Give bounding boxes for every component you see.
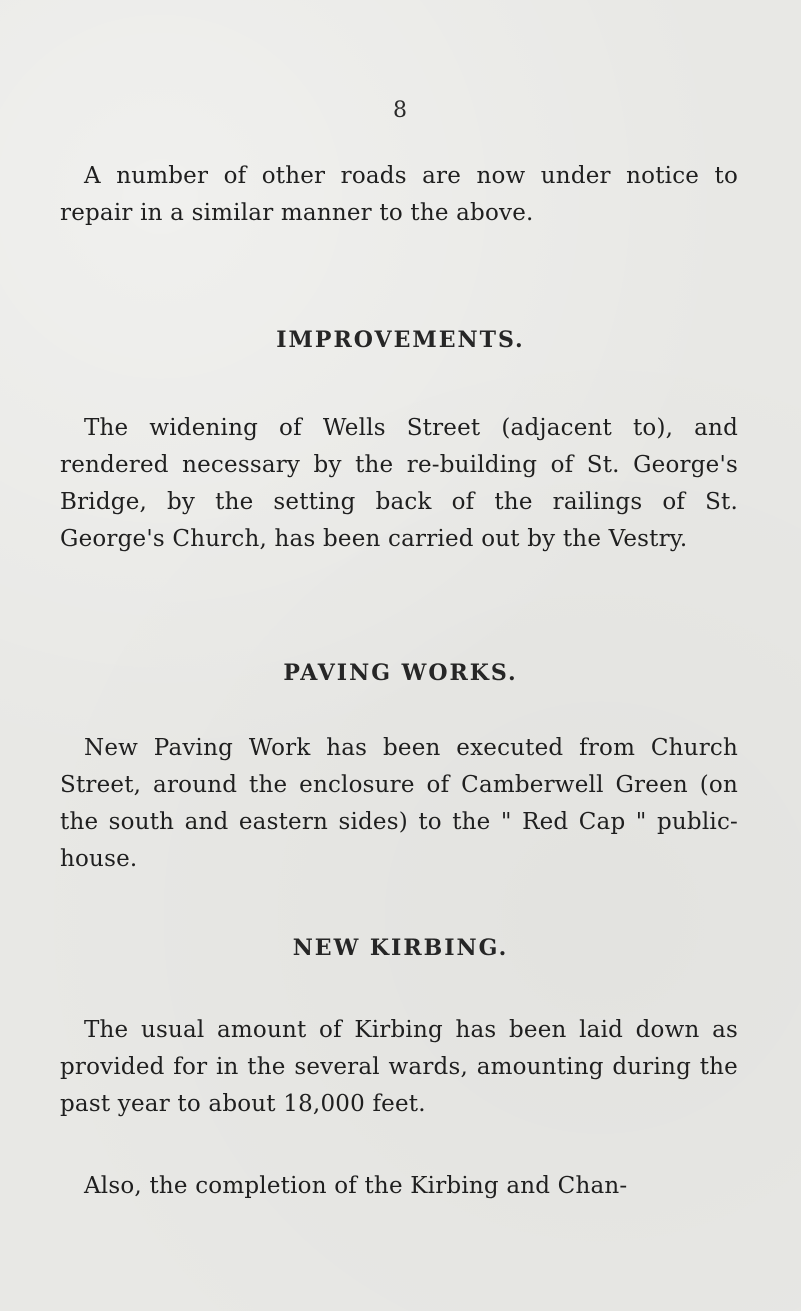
improvements-paragraph: The widening of Wells Street (adjacent to), and rendered necessary by the re-building of St. George's Bridge, by the setting back of the railings of St. George's Church, has been carried out by the Vestry. (60, 415, 738, 552)
continuation-section (60, 1168, 738, 1205)
paving-works-section (60, 730, 738, 878)
paving-works-heading: PAVING WORKS. (283, 660, 518, 686)
intro-paragraph: A number of other roads are now under notice to repair in a similar manner to the above. (60, 163, 738, 226)
new-kirbing-paragraph: The usual amount of Kirbing has been laid down as provided for in the several wards, amounting during the past year to about 18,000 feet. (60, 1017, 738, 1117)
improvements-section (60, 410, 738, 558)
improvements-heading: IMPROVEMENTS. (276, 327, 525, 353)
page-number: 8 (393, 98, 408, 123)
new-kirbing-heading: NEW KIRBING. (292, 935, 509, 961)
paving-works-paragraph: New Paving Work has been executed from Church Street, around the enclosure of Camberwell Green (on the south and eastern sides) to the " Red Cap " public-house. (60, 735, 738, 872)
continuation-paragraph: Also, the completion of the Kirbing and Chan- (84, 1173, 628, 1199)
intro-section (60, 158, 738, 232)
new-kirbing-section (60, 1012, 738, 1123)
